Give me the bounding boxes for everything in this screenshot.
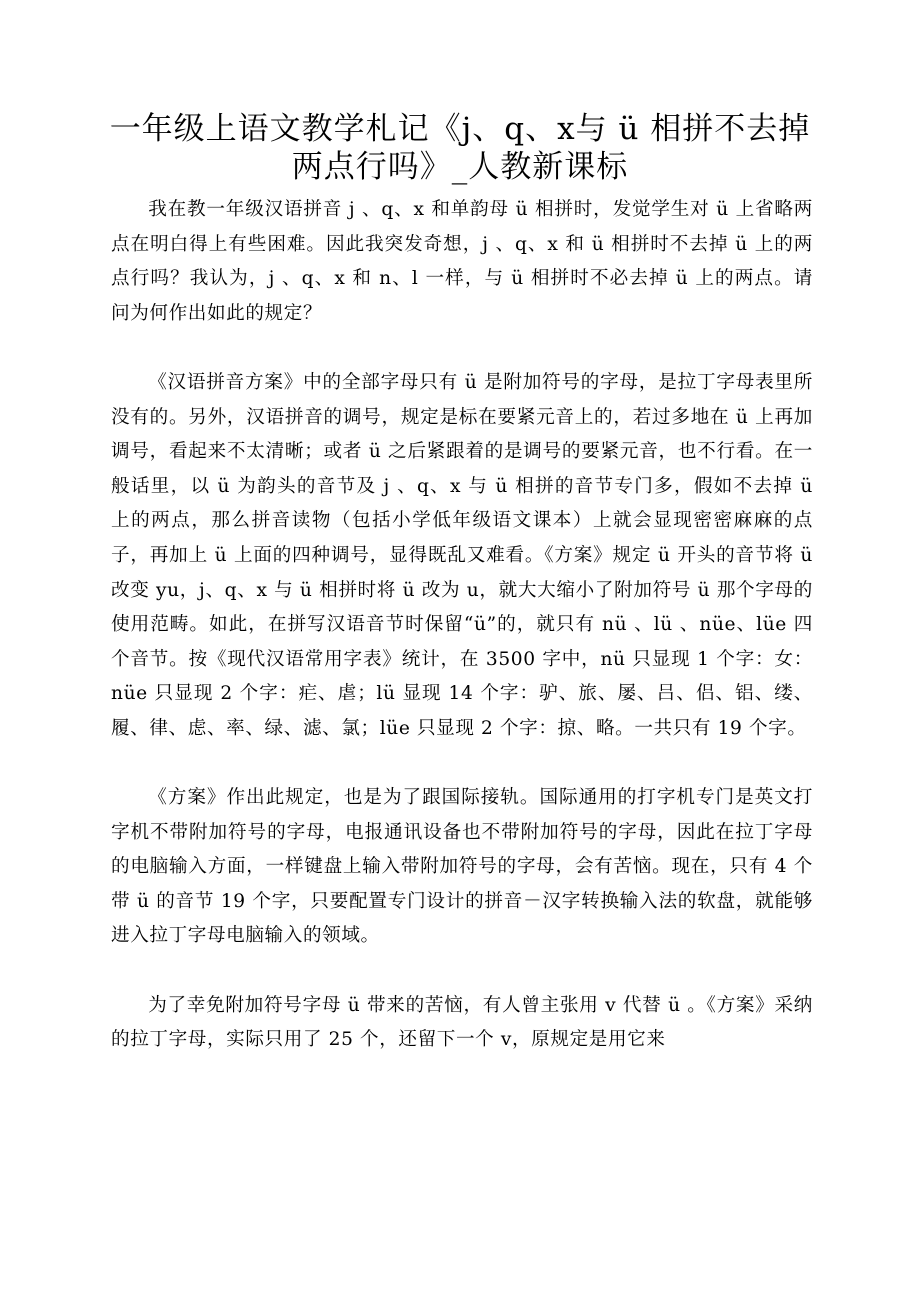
paragraph-2: 《汉语拼音方案》中的全部字母只有 ü 是附加符号的字母，是拉丁字母表里所没有的。另外，汉语拼音的调号，规定是标在要紧元音上的，若过多地在 ü 上再加调号，看起来不太清晰；或者 ü 之后紧跟着的是调号的要紧元音，也不行看。在一般话里，以 ü 为韵头的音节及 j 、q、x 与 ü 相拼的音节专门多，假如不去掉 ü 上的两点，那么拼音读物（包括小学低年级语文课本）上就会显现密密麻麻的点子，再加上 ü 上面的四种调号，显得既乱又难看。《方案》规定 ü 开头的音节将 ü 改变 yu，j、q、x 与 ü 相拼时将 ü 改为 u，就大大缩小了附加符号 ü 那个字母的使用范畴。如此，在拼写汉语音节时保留“ü”的，就只有 nü 、lü 、nüe、lüe 四个音节。按《现代汉语常用字表》统计，在 3500 字中，nü 只显现 1 个字：女：nüe 只显现 2 个字：疟、虐；lü 显现 14 个字：驴、旅、屡、吕、侣、铝、缕、履、律、虑、率、绿、滤、氯；lüe 只显现 2 个字：掠、略。一共只有 19 个字。	[111, 371, 813, 739]
paragraph-spacer	[111, 331, 813, 366]
paragraph-spacer	[111, 954, 813, 989]
paragraph-4: 为了幸免附加符号字母 ü 带来的苦恼，有人曾主张用 v 代替 ü 。《方案》采纳的拉丁字母，实际只用了 25 个，还留下一个 v，原规定是用它来	[111, 994, 813, 1051]
document-title: 一年级上语文教学札记《j、q、x与 ü 相拼不去掉两点行吗》_人教新课标	[109, 111, 811, 185]
paragraph-1: 我在教一年级汉语拼音 j 、q、x 和单韵母 ü 相拼时，发觉学生对 ü 上省略两点在明白得上有些困难。因此我突发奇想，j 、q、x 和 ü 相拼时不去掉 ü 上的两点行吗？我认为，j 、q、x 和 n、l 一样，与 ü 相拼时不必去掉 ü 上的两点。请问为何作出如此的规定？	[111, 199, 813, 324]
paragraph-3: 《方案》作出此规定，也是为了跟国际接轨。国际通用的打字机专门是英文打字机不带附加符号的字母，电报通讯设备也不带附加符号的字母，因此在拉丁字母的电脑输入方面，一样键盘上输入带附加符号的字母，会有苦恼。现在，只有 4 个带 ü 的音节 19 个字，只要配置专门设计的拼音－汉字转换输入法的软盘，就能够进入拉丁字母电脑输入的领域。	[111, 787, 813, 947]
document-body	[111, 193, 813, 1058]
paragraph-spacer	[111, 747, 813, 782]
